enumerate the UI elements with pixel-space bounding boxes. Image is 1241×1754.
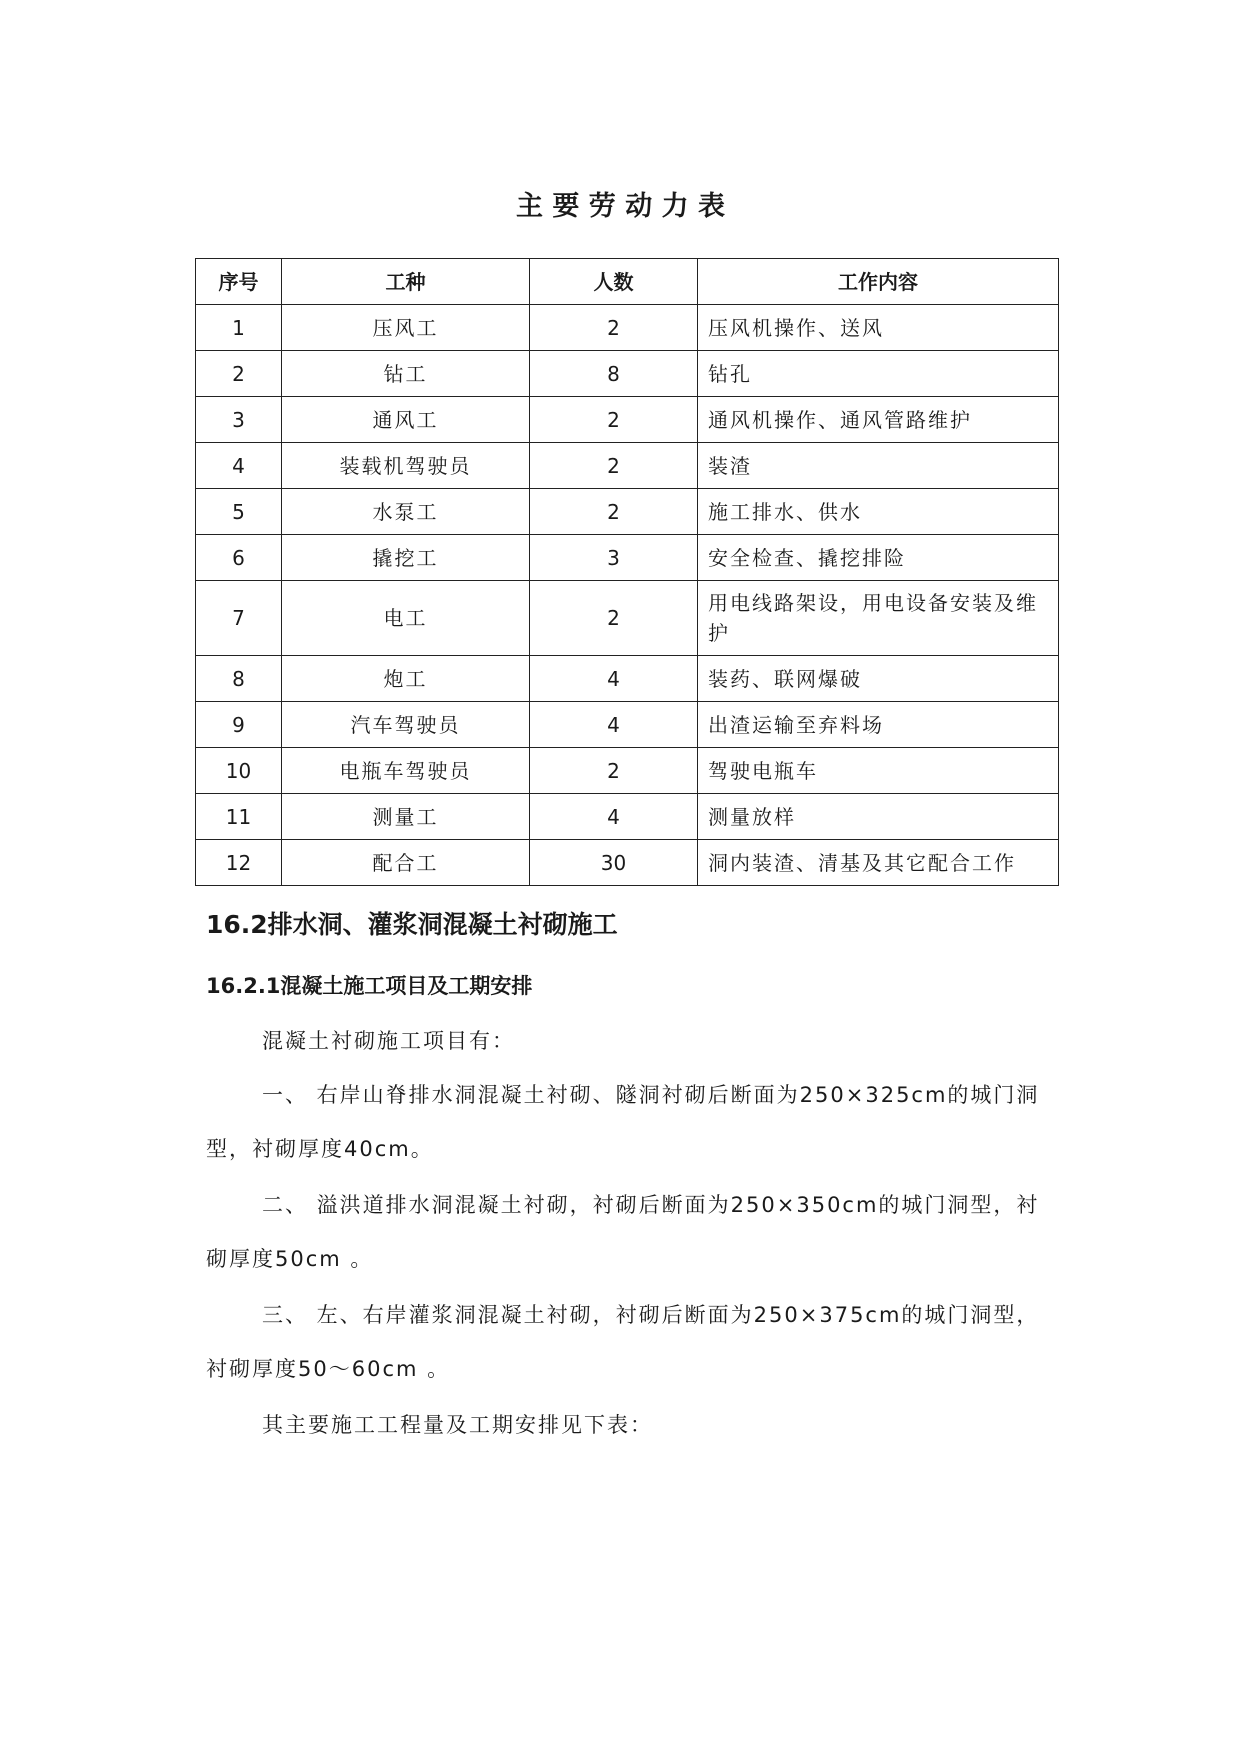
cell-count: 30 <box>530 840 698 886</box>
labor-force-table <box>195 258 1059 886</box>
table-row <box>196 305 1059 351</box>
cell-count: 2 <box>530 397 698 443</box>
cell-count: 2 <box>530 748 698 794</box>
cell-no: 6 <box>196 535 282 581</box>
cell-no: 7 <box>196 581 282 656</box>
cell-count: 2 <box>530 581 698 656</box>
cell-no: 11 <box>196 794 282 840</box>
table-row <box>196 443 1059 489</box>
section-heading: 16.2排水洞、灌浆洞混凝土衬砌施工 <box>206 910 618 939</box>
cell-content: 施工排水、供水 <box>698 489 1059 535</box>
cell-type: 通风工 <box>282 397 530 443</box>
table-header-row <box>196 259 1059 305</box>
cell-type: 配合工 <box>282 840 530 886</box>
paragraph-item-3: 三、 左、右岸灌浆洞混凝土衬砌，衬砌后断面为250×375cm的城门洞型，衬砌厚度50～60cm 。 <box>206 1303 1040 1381</box>
table-row <box>196 702 1059 748</box>
cell-type: 钻工 <box>282 351 530 397</box>
cell-no: 5 <box>196 489 282 535</box>
cell-count: 4 <box>530 702 698 748</box>
cell-type: 测量工 <box>282 794 530 840</box>
cell-type: 装载机驾驶员 <box>282 443 530 489</box>
table-row <box>196 397 1059 443</box>
cell-type: 汽车驾驶员 <box>282 702 530 748</box>
paragraph-item-1: 一、 右岸山脊排水洞混凝土衬砌、隧洞衬砌后断面为250×325cm的城门洞型，衬砌厚度40cm。 <box>206 1083 1040 1161</box>
header-no: 序号 <box>196 259 282 305</box>
cell-content: 驾驶电瓶车 <box>698 748 1059 794</box>
cell-content: 洞内装渣、清基及其它配合工作 <box>698 840 1059 886</box>
subsection-heading: 16.2.1混凝土施工项目及工期安排 <box>206 974 533 998</box>
header-count: 人数 <box>530 259 698 305</box>
cell-content: 用电线路架设，用电设备安装及维护 <box>698 581 1059 656</box>
cell-count: 2 <box>530 305 698 351</box>
cell-content: 测量放样 <box>698 794 1059 840</box>
table-row <box>196 351 1059 397</box>
cell-content: 出渣运输至弃料场 <box>698 702 1059 748</box>
page-title-text: 主 要 劳 动 力 表 <box>516 191 725 222</box>
cell-type: 水泵工 <box>282 489 530 535</box>
table-row <box>196 581 1059 656</box>
cell-type: 电瓶车驾驶员 <box>282 748 530 794</box>
cell-count: 8 <box>530 351 698 397</box>
cell-count: 4 <box>530 794 698 840</box>
cell-no: 4 <box>196 443 282 489</box>
cell-count: 2 <box>530 489 698 535</box>
cell-type: 撬挖工 <box>282 535 530 581</box>
paragraph-outro: 其主要施工工程量及工期安排见下表： <box>262 1413 653 1437</box>
cell-count: 3 <box>530 535 698 581</box>
cell-count: 2 <box>530 443 698 489</box>
table-row <box>196 748 1059 794</box>
table-row <box>196 656 1059 702</box>
cell-count: 4 <box>530 656 698 702</box>
cell-content: 钻孔 <box>698 351 1059 397</box>
table-row <box>196 794 1059 840</box>
cell-no: 9 <box>196 702 282 748</box>
cell-no: 2 <box>196 351 282 397</box>
table-row <box>196 535 1059 581</box>
table-row <box>196 489 1059 535</box>
cell-type: 炮工 <box>282 656 530 702</box>
cell-type: 压风工 <box>282 305 530 351</box>
cell-content: 压风机操作、送风 <box>698 305 1059 351</box>
cell-type: 电工 <box>282 581 530 656</box>
cell-no: 10 <box>196 748 282 794</box>
cell-no: 12 <box>196 840 282 886</box>
paragraph-item-2: 二、 溢洪道排水洞混凝土衬砌，衬砌后断面为250×350cm的城门洞型，衬砌厚度50cm 。 <box>206 1193 1040 1271</box>
table-row <box>196 840 1059 886</box>
cell-content: 通风机操作、通风管路维护 <box>698 397 1059 443</box>
cell-content: 安全检查、撬挖排险 <box>698 535 1059 581</box>
paragraph-intro: 混凝土衬砌施工项目有： <box>262 1029 515 1053</box>
cell-content: 装药、联网爆破 <box>698 656 1059 702</box>
header-content: 工作内容 <box>698 259 1059 305</box>
cell-content: 装渣 <box>698 443 1059 489</box>
header-type: 工种 <box>282 259 530 305</box>
cell-no: 8 <box>196 656 282 702</box>
cell-no: 1 <box>196 305 282 351</box>
cell-no: 3 <box>196 397 282 443</box>
page-title <box>0 184 1241 223</box>
